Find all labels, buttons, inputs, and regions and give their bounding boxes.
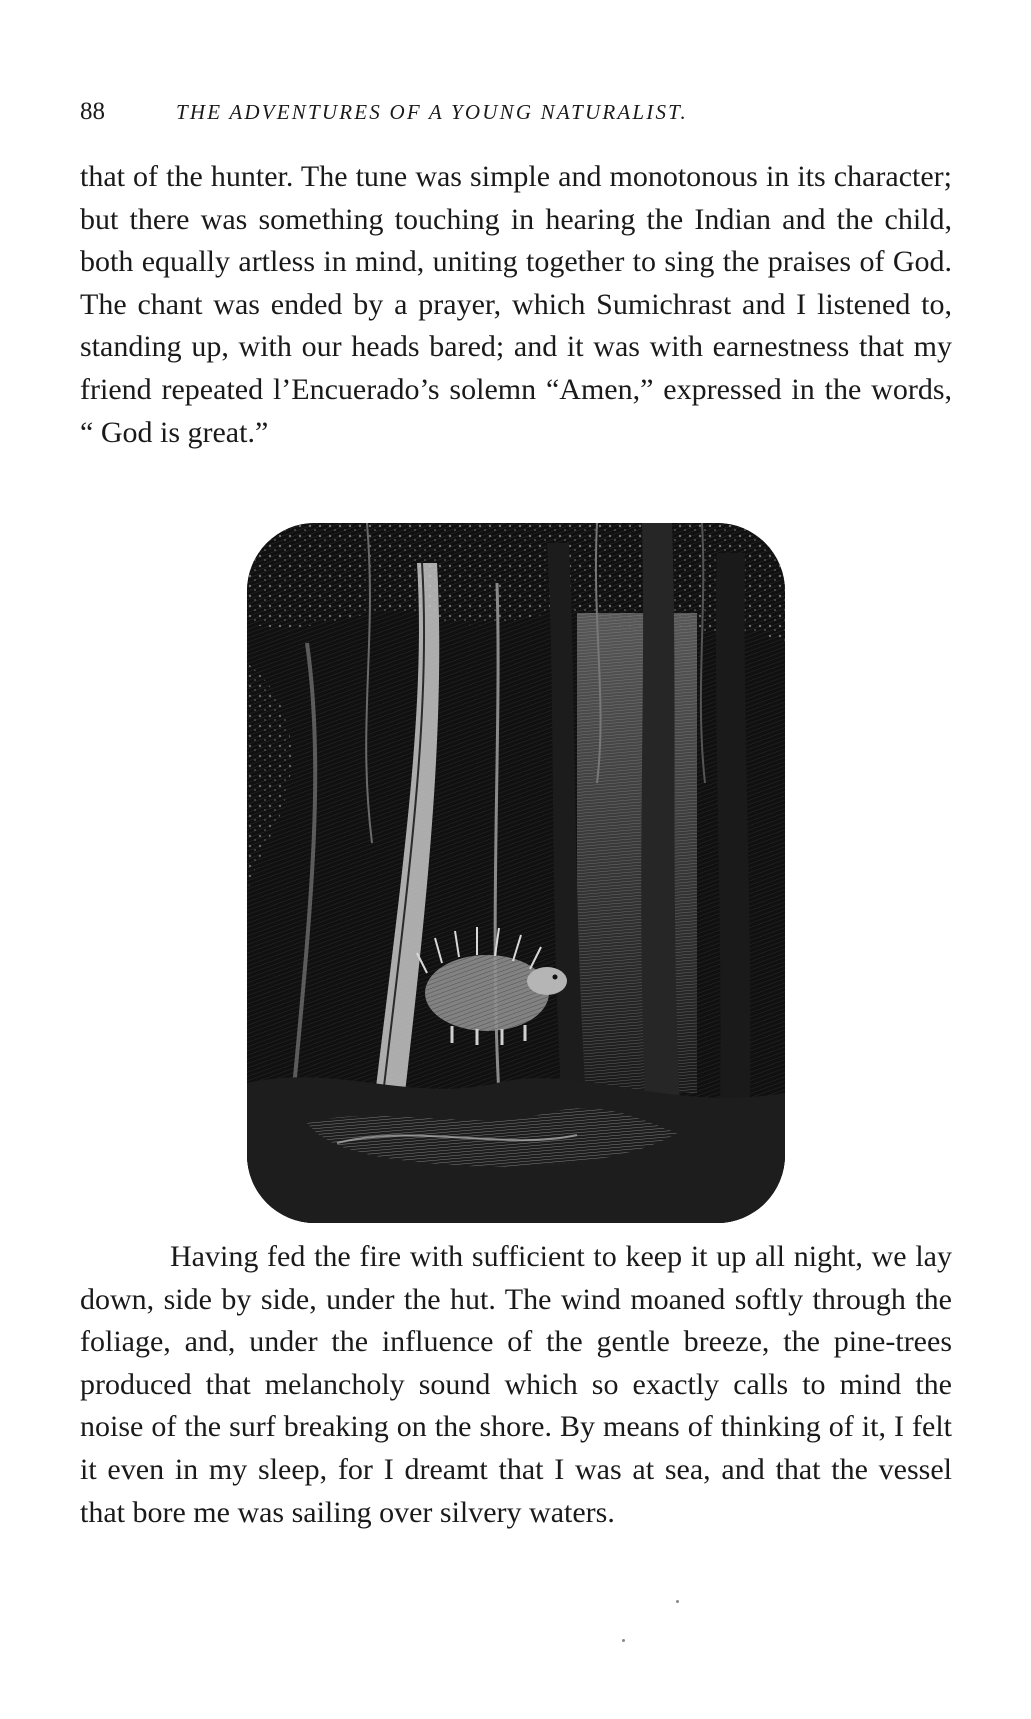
paragraph-continuation: that of the hunter. The tune was simple and monotonous in its character; but there was something touching in hearing the Indian and the child, both equally artless in mind, uniting together to sing the praises of God. The chant was ended by a prayer, which Sumichrast and I listened to, standing up, with our heads bared; and it was with earnestness that my friend repeated l’Encuerado’s solemn “Amen,” expressed in the words, “ God is great.” xyxy=(80,160,952,449)
engraving-artwork xyxy=(247,523,785,1223)
text-block-bottom xyxy=(80,1236,952,1534)
page-number: 88 xyxy=(80,98,105,125)
paper-speck xyxy=(676,1600,679,1603)
forest-night-engraving xyxy=(247,523,785,1223)
running-head xyxy=(80,98,960,132)
paper-speck xyxy=(622,1639,625,1642)
running-title: THE ADVENTURES OF A YOUNG NATURALIST. xyxy=(176,100,688,124)
text-block-top xyxy=(80,156,952,454)
paragraph-having-fed: Having fed the fire with sufficient to keep it up all night, we lay down, side by side, under the hut. The wind moaned softly through the foliage, and, under the influence of the gentle breeze, the pine-trees produced that melancholy sound which so exactly calls to mind the noise of the surf breaking on the shore. By means of thinking of it, I felt it even in my sleep, for I dreamt that I was at sea, and that the vessel that bore me was sailing over silvery waters. xyxy=(80,1240,952,1529)
